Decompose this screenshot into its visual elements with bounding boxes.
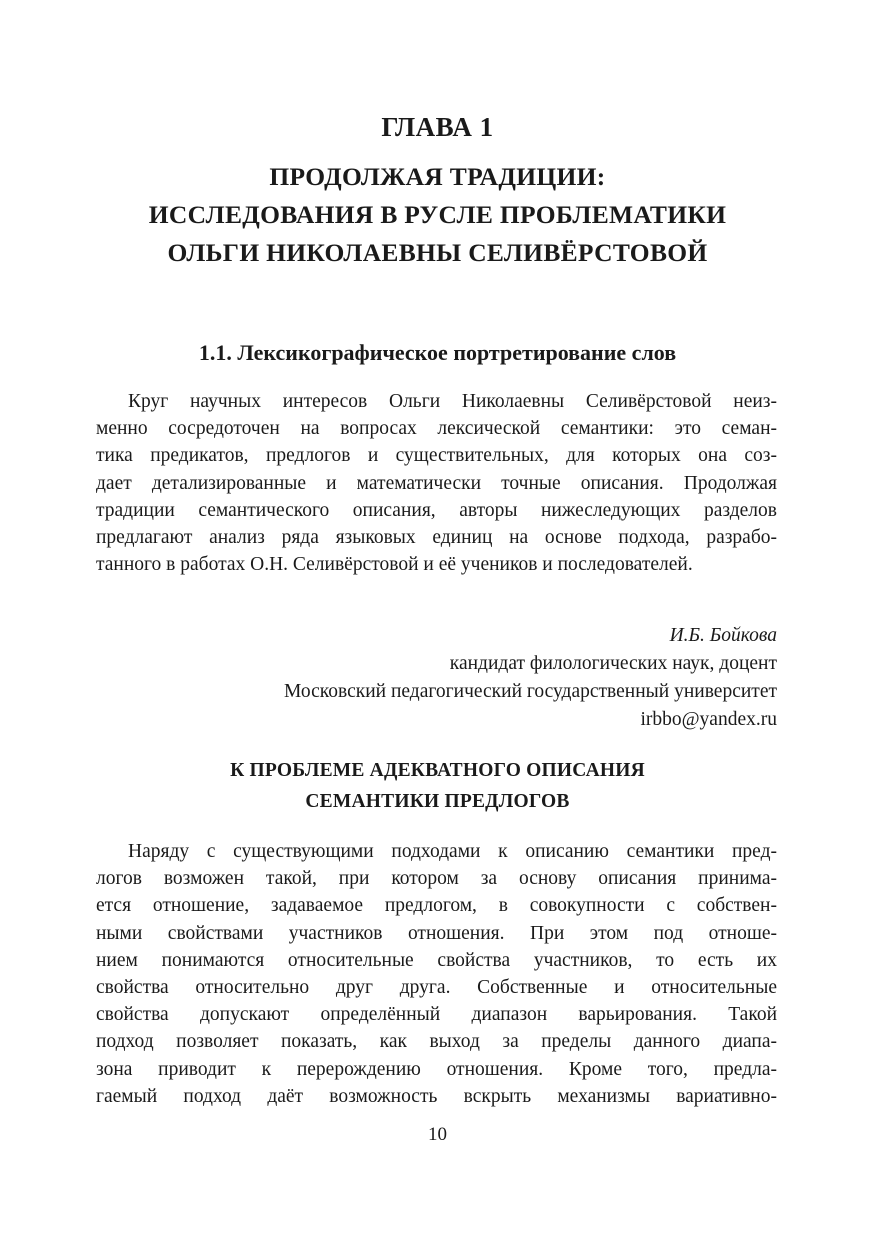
body-line: ными свойствами участников отношения. При этом под отноше- [96, 922, 777, 944]
author-name: И.Б. Бойкова [669, 625, 777, 646]
section-intro-paragraph [96, 388, 777, 578]
intro-line: предлагают анализ ряда языковых единиц на основе подхода, разрабо- [96, 526, 777, 548]
body-line: свойства относительно друг друга. Собственные и относительные [96, 976, 777, 998]
chapter-title-line-2: ИССЛЕДОВАНИЯ В РУСЛЕ ПРОБЛЕМАТИКИ [148, 200, 727, 229]
body-line: гаемый подход даёт возможность вскрыть механизмы вариативно- [96, 1085, 777, 1107]
chapter-title-line-1: ПРОДОЛЖАЯ ТРАДИЦИИ: [269, 162, 606, 191]
intro-line: Круг научных интересов Ольги Николаевны Селивёрстовой неиз- [128, 391, 777, 412]
author-affiliation: Московский педагогический государственный университет [284, 681, 777, 702]
article-body-paragraph [96, 838, 777, 1110]
article-title-line-2: СЕМАНТИКИ ПРЕДЛОГОВ [305, 791, 570, 812]
body-line: зона приводит к перерождению отношения. Кроме того, предла- [96, 1058, 777, 1080]
body-line: ется отношение, задаваемое предлогом, в совокупности с собствен- [96, 895, 777, 917]
chapter-title-line-3: ОЛЬГИ НИКОЛАЕВНЫ СЕЛИВЁРСТОВОЙ [167, 238, 708, 267]
body-line: логов возможен такой, при котором за основу описания принима- [96, 868, 777, 890]
article-title [0, 755, 875, 817]
intro-line: дает детализированные и математически точные описания. Продолжая [96, 472, 777, 494]
body-line: свойства допускают определённый диапазон варьирования. Такой [96, 1004, 777, 1026]
body-line: нием понимаются относительные свойства участников, то есть их [96, 949, 777, 971]
chapter-label: ГЛАВА 1 [381, 112, 494, 142]
author-email: irbbo@yandex.ru [640, 709, 777, 730]
article-title-line-1: К ПРОБЛЕМЕ АДЕКВАТНОГО ОПИСАНИЯ [230, 760, 645, 781]
author-block [96, 622, 777, 734]
intro-line: танного в работах О.Н. Селивёрстовой и её учеников и последователей. [96, 554, 693, 576]
body-line: подход позволяет показать, как выход за пределы данного диапа- [96, 1031, 777, 1053]
intro-line: традиции семантического описания, авторы нижеследующих разделов [96, 499, 777, 521]
intro-line: тика предикатов, предлогов и существительных, для которых она соз- [96, 445, 777, 467]
page-number: 10 [428, 1124, 447, 1145]
author-degree: кандидат филологических наук, доцент [449, 653, 777, 674]
intro-line: менно сосредоточен на вопросах лексической семантики: это семан- [96, 418, 777, 440]
body-line: Наряду с существующими подходами к описанию семантики пред- [128, 841, 777, 862]
section-heading: 1.1. Лексикографическое портретирование слов [198, 340, 677, 365]
